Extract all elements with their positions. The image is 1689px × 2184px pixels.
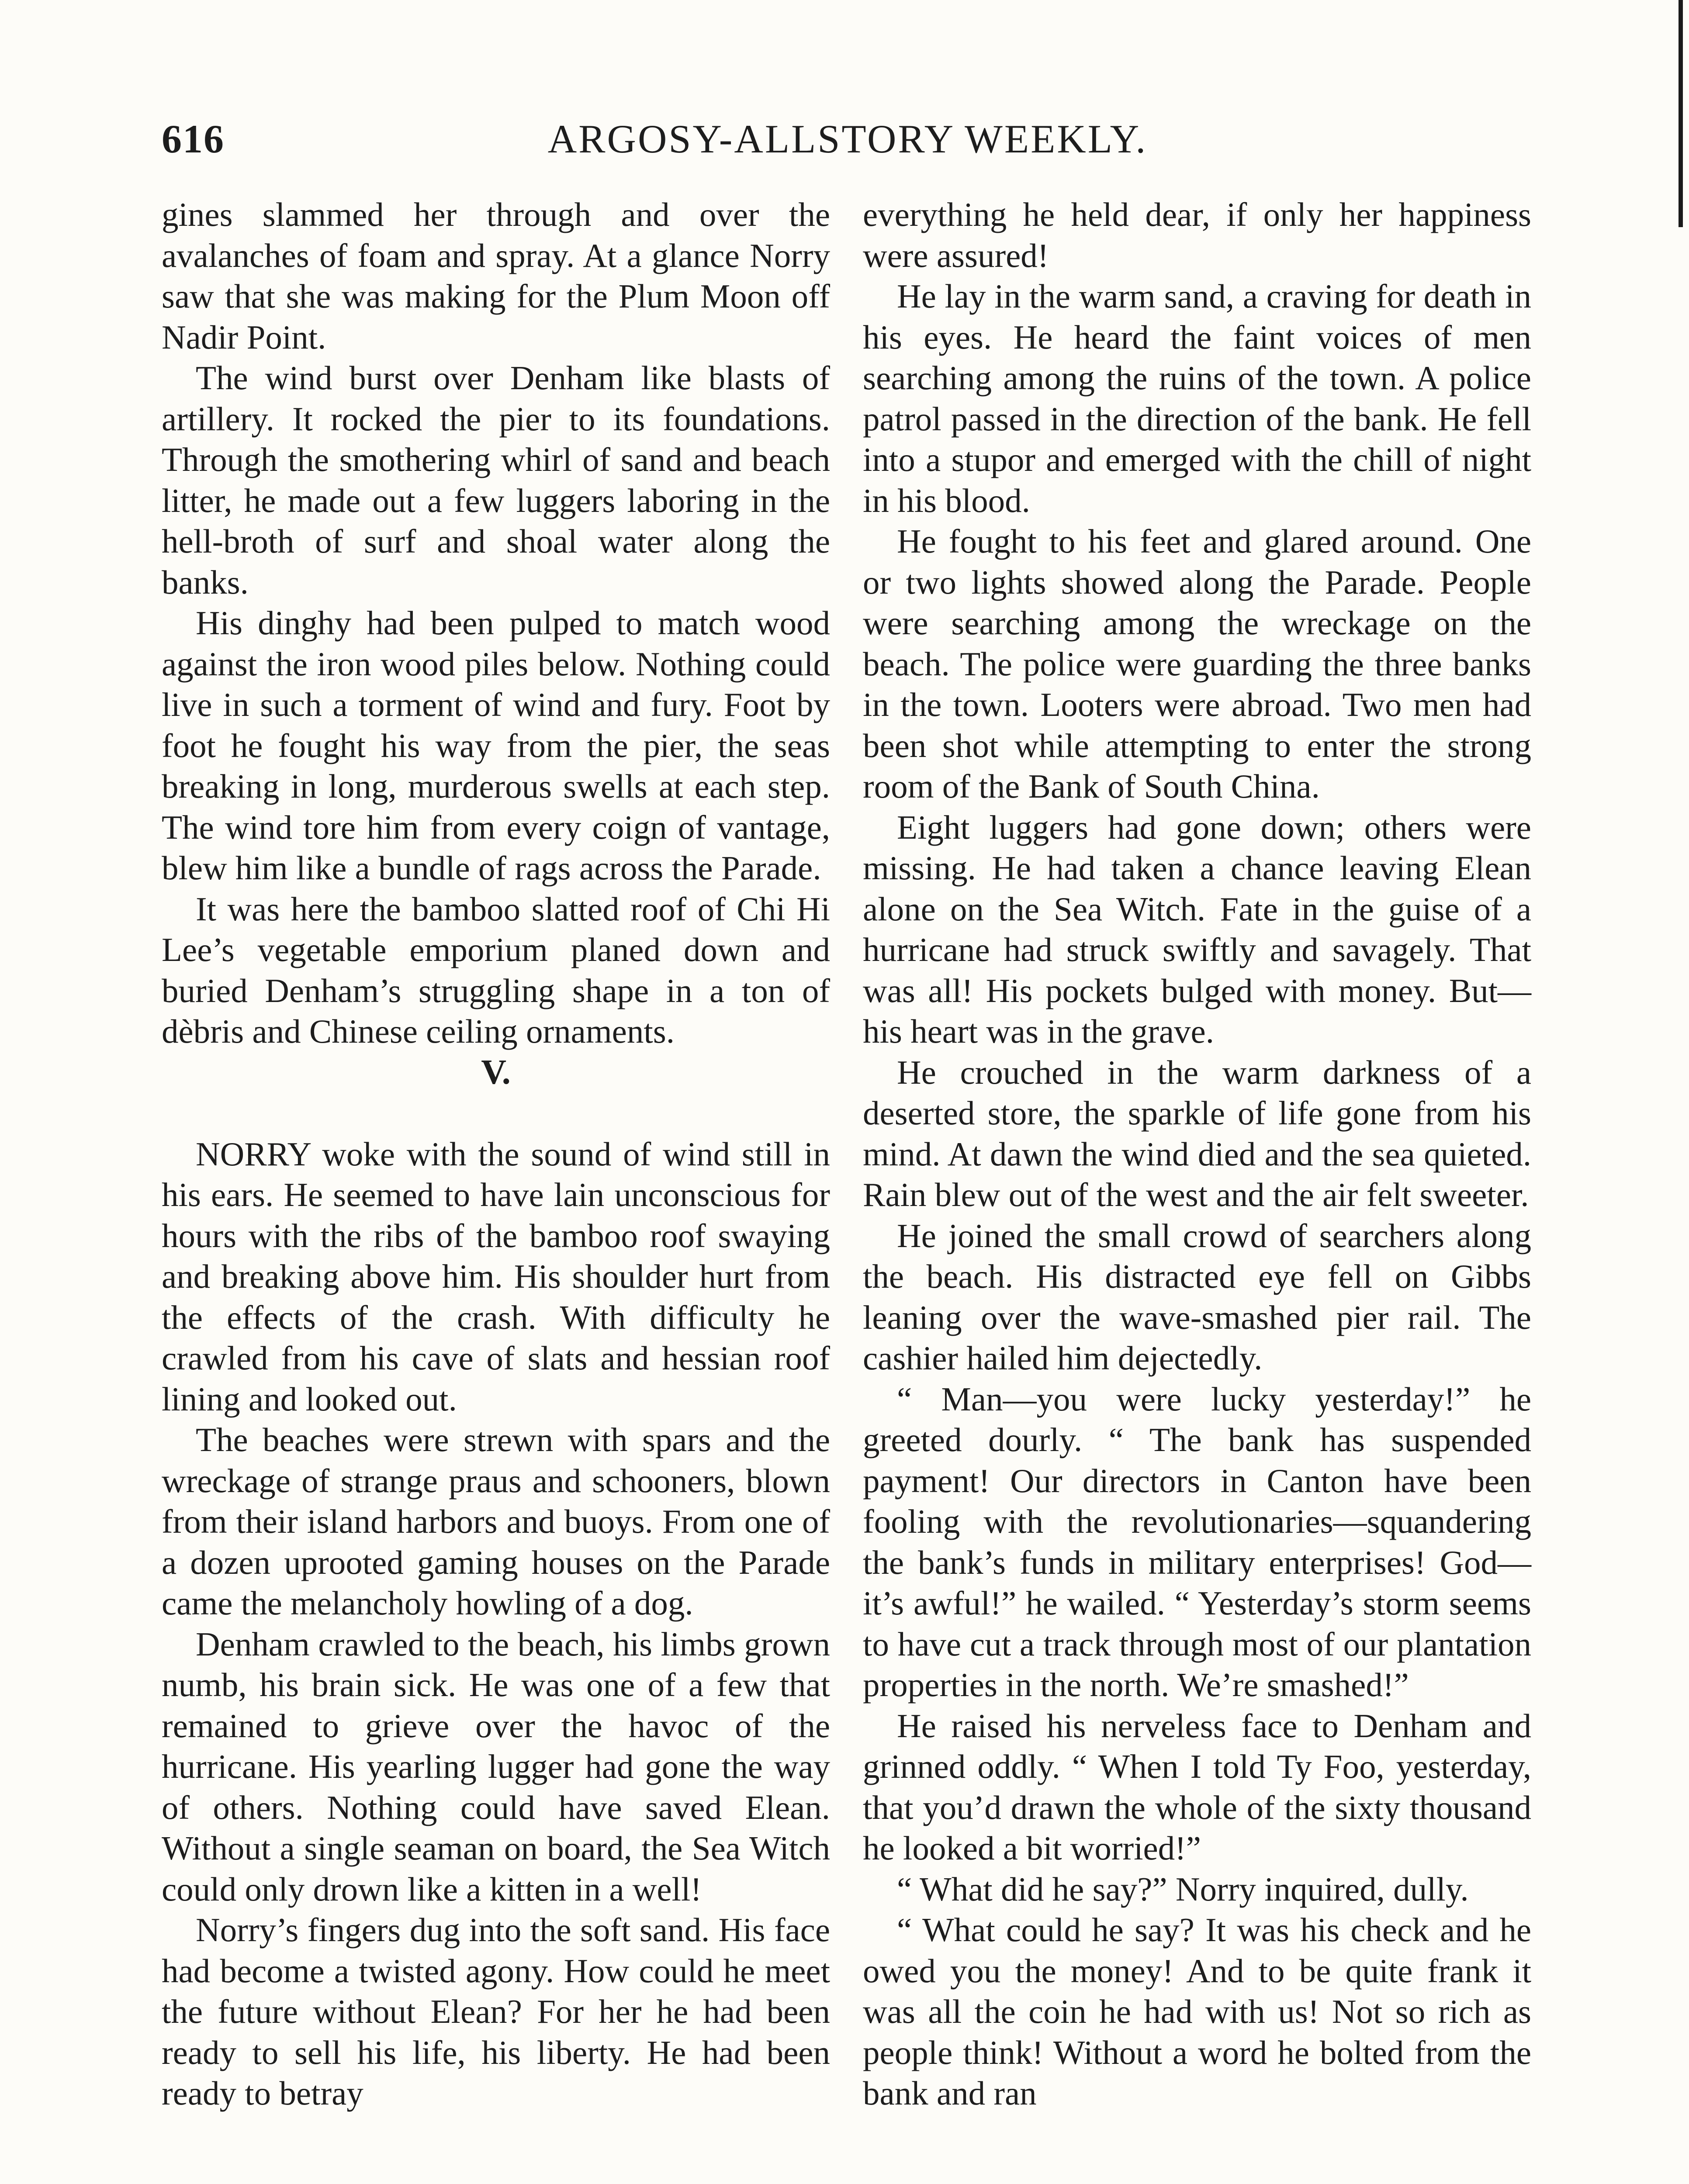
- left-column: [162, 194, 830, 2114]
- paragraph: It was here the bamboo slatted roof of Chi Hi Lee’s vegetable emporium planed down and buried Denham’s struggling shape in a ton of dèbris and Chinese ceiling ornaments.: [162, 890, 830, 1050]
- paragraph: “ What did he say?” Norry inquired, dully.: [897, 1870, 1469, 1908]
- paragraph: His dinghy had been pulped to match wood against the iron wood piles below. Nothing could live in such a torment of wind and fury. Foot by foot he fought his way from the pier, the seas breaking in long, murderous swells at each step. The wind tore him from every coign of vantage, blew him like a bundle of rags across the Parade.: [162, 604, 830, 887]
- paragraph: The wind burst over Denham like blasts of artillery. It rocked the pier to its foundations. Through the smothering whirl of sand and beach litter, he made out a few luggers laboring in the hell-broth of surf and shoal water along the banks.: [162, 359, 830, 601]
- page-edge-rule: [1679, 0, 1683, 227]
- paragraph: Denham crawled to the beach, his limbs grown numb, his brain sick. He was one of a few that remained to grieve over the havoc of the hurricane. His yearling lugger had gone the way of others. Nothing could have saved Elean. Without a single seaman on board, the Sea Witch could only drown like a kitten in a well!: [162, 1625, 830, 1908]
- running-head: ARGOSY-ALLSTORY WEEKLY.: [547, 117, 1148, 161]
- paragraph: The beaches were strewn with spars and the wreckage of strange praus and schooners, blown from their island harbors and buoys. From one of a dozen uprooted gaming houses on the Parade came the melancholy howling of a dog.: [162, 1421, 830, 1622]
- paragraph: He fought to his feet and glared around. One or two lights showed along the Parade. People were searching among the wreckage on the beach. The police were guarding the three banks in the town. Looters were abroad. Two men had been shot while attempting to enter the strong room of the Bank of South China.: [863, 522, 1531, 805]
- right-column: [863, 194, 1531, 2114]
- paragraph: He joined the small crowd of searchers along the beach. His distracted eye fell on Gibbs leaning over the wave-smashed pier rail. The cashier hailed him dejectedly.: [863, 1216, 1531, 1377]
- paragraph: He raised his nerveless face to Denham and grinned oddly. “ When I told Ty Foo, yesterday, that you’d drawn the whole of the sixty thousand he looked a bit worried!”: [863, 1707, 1531, 1867]
- paragraph: “ What could he say? It was his check and he owed you the money! And to be quite frank it was all the coin he had with us! Not so rich as people think! Without a word he bolted from the bank and ran: [863, 1911, 1531, 2112]
- paragraph: Norry’s fingers dug into the soft sand. His face had become a twisted agony. How could he meet the future without Elean? For her he had been ready to sell his life, his liberty. He had been ready to betray: [162, 1911, 830, 2112]
- paragraph: Eight luggers had gone down; others were missing. He had taken a chance leaving Elean alone on the Sea Witch. Fate in the guise of a hurricane had struck swiftly and savagely. That was all! His pockets bulged with money. But—his heart was in the grave.: [863, 808, 1531, 1050]
- paragraph: gines slammed her through and over the avalanches of foam and spray. At a glance Norry saw that she was making for the Plum Moon off Nadir Point.: [162, 196, 830, 356]
- paragraph: He lay in the warm sand, a craving for death in his eyes. He heard the faint voices of men searching among the ruins of the town. A police patrol passed in the direction of the bank. He fell into a stupor and emerged with the chill of night in his blood.: [863, 277, 1531, 519]
- paragraph: NORRY woke with the sound of wind still in his ears. He seemed to have lain unconscious for hours with the ribs of the bamboo roof swaying and breaking above him. His shoulder hurt from the effects of the crash. With difficulty he crawled from his cave of slats and hessian roof lining and looked out.: [162, 1135, 830, 1418]
- paragraph: everything he held dear, if only her happiness were assured!: [863, 196, 1531, 274]
- paragraph: “ Man—you were lucky yesterday!” he greeted dourly. “ The bank has suspended payment! Our directors in Canton have been fooling with the revolutionaries—squandering the bank’s funds in military enterprises! God—it’s awful!” he wailed. “ Yesterday’s storm seems to have cut a track through most of our plantation properties in the north. We’re smashed!”: [863, 1380, 1531, 1704]
- page-header: [162, 116, 1533, 168]
- section-heading: V.: [481, 1053, 511, 1092]
- page-number: 616: [162, 117, 225, 161]
- paragraph: He crouched in the warm darkness of a deserted store, the sparkle of life gone from his mind. At dawn the wind died and the sea quieted. Rain blew out of the west and the air felt sweeter.: [863, 1053, 1531, 1213]
